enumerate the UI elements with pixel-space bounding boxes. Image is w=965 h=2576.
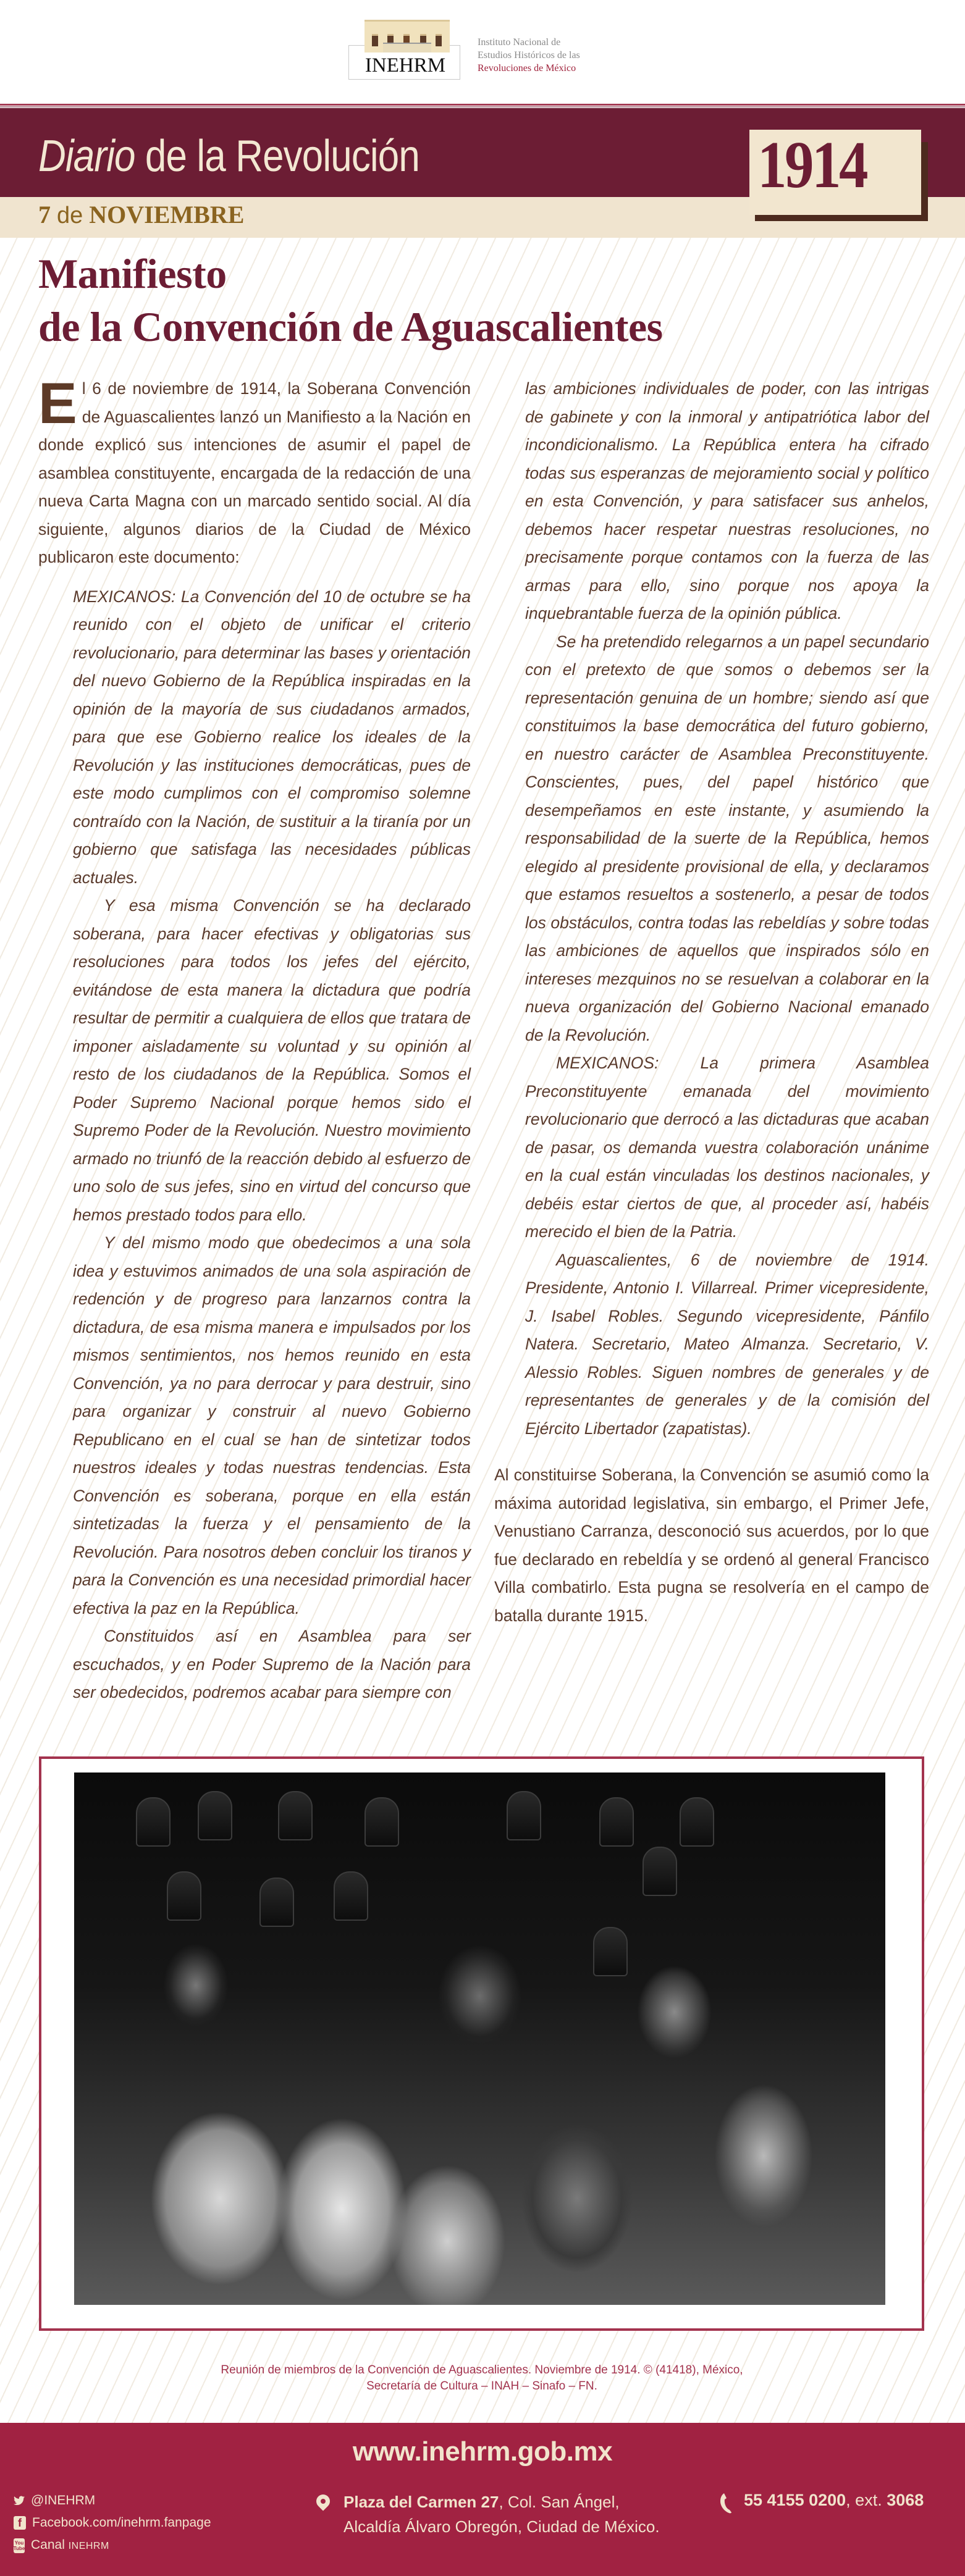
institute-name-line1: Instituto Nacional de	[478, 37, 561, 48]
divider	[0, 106, 965, 107]
phone-icon	[719, 2492, 735, 2519]
quote-paragraph: Se ha pretendido relegarnos a un papel secundario con el pretexto de que somos o debemos ser la representación genuina de un hombre; siendo así que constituimos la base democrática del futuro gobierno, en nuestro carácter de Asamblea Preconstituyente. Conscientes, pues, del papel histórico que desempeñamos en este instante, y asumiendo la responsabilidad de la suerte de la República, hemos elegido al presidente provisional de ella, y declaramos que estamos resueltos a sostenerlo, a pesar de todos los obstáculos, contra todas las rebeldías y sobre todas las ambiciones de aquellos que inspirados sólo en intereses mezquinos no se resuelvan a colaborar en la nueva organización del Gobierno Nacional emanado de la Revolución.	[525, 632, 929, 1044]
date-day: 7	[38, 201, 51, 229]
youtube-prefix: Canal	[31, 2538, 69, 2552]
series-title-rest: de la Revolución	[135, 132, 419, 181]
phone-main: 55 4155 0200	[744, 2491, 846, 2509]
page-title-line1: Manifiesto	[38, 250, 227, 297]
series-title-italic: Diario	[38, 132, 135, 181]
quote-paragraph: MEXICANOS: La primera Asamblea Preconstituyente emanada del movimiento revolucionario que derrocó a las dictaduras que acaban de pasar, os demanda vuestra colaboración unánime en la cual están vinculadas los destinos nacionales, y debéis estar ciertos de que, al proceder así, habéis merecido el bien de la Patria.	[525, 1054, 929, 1241]
page-title-line2: de la Convención de Aguascalientes	[38, 303, 663, 350]
quote-paragraph: Y esa misma Convención se ha declarado soberana, para hacer efectivas y obligatorias sus resoluciones para todos los jefes del ejército, evitándose de esta manera la dictadura que podría resultar de permitir a cualquiera de ellos que tratara de imponer aisladamente su voluntad y su opinión al resto de los ciudadanos de la República. Somos el Poder Supremo Nacional porque hemos sido el Supremo Poder de la Revolución. Nuestro movimiento armado no triunfó de la reacción debido al esfuerzo de uno solo de sus jefes, sino en virtud del concurso que hemos prestado todos para ello.	[73, 896, 471, 1224]
drop-cap: E	[38, 371, 77, 435]
quote-paragraph: Aguascalientes, 6 de noviembre de 1914. Presidente, Antonio I. Villarreal. Primer vicepresidente, J. Isabel Robles. Segundo vicepresidente, Pánfilo Natera. Secretario, Mateo Almanza. Secretario, V. Alessio Robles. Siguen nombres de generales y de representantes de generales y de la comisión del Ejército Libertador (zapatistas).	[525, 1250, 929, 1438]
article-outro: Al constituirse Soberana, la Convención se asumió como la máxima autoridad legislativa, sin embargo, el Primer Jefe, Venustiano Carranza, desconoció sus acuerdos, por lo que fue declarado en rebeldía y se ordenó al general Francisco Villa combatirlo. Esta pugna se resolvería en el campo de batalla durante 1915.	[494, 1466, 929, 1625]
logo-wordmark[interactable]: INEHRM	[365, 54, 446, 77]
twitter-icon	[14, 2494, 25, 2507]
article-intro-text: l 6 de noviembre de 1914, la Soberana Convención de Aguascalientes lanzó un Manifiesto a la Nación en donde explicó sus intenciones de asumir el papel de asamblea constituyente, encargada de la redacción de una nueva Carta Magna con un marcado sentido social. Al día siguiente, algunos diarios de la Ciudad de México publicaron este documento:	[38, 379, 471, 566]
year-label: 1914	[757, 128, 866, 202]
series-title	[38, 131, 419, 182]
divider	[0, 104, 965, 106]
twitter-handle: @INEHRM	[31, 2493, 96, 2507]
location-pin-icon	[313, 2491, 332, 2511]
page-title	[38, 247, 663, 353]
historical-photo[interactable]	[74, 1773, 885, 2305]
youtube-channel	[31, 2534, 109, 2557]
address-city: Alcaldía Álvaro Obregón, Ciudad de México.	[343, 2517, 660, 2536]
phone-number[interactable]	[744, 2491, 924, 2510]
photo-caption	[124, 2362, 840, 2394]
youtube-name: INEHRM	[68, 2541, 109, 2551]
phone-ext-label: , ext.	[846, 2491, 887, 2509]
quote-paragraph: Constituidos así en Asamblea para ser escuchados, y en Poder Supremo de la Nación para ser obedecidos, podremos acabar para siempre con	[73, 1627, 471, 1701]
institute-name	[478, 36, 580, 75]
article-intro	[38, 371, 471, 572]
phone-ext: 3068	[887, 2491, 924, 2509]
quote-paragraph: Y del mismo modo que obedecimos a una sola idea y estuvimos animados de una sola aspiración de redención y de progreso para lanzarnos contra la dictadura, de esa misma manera e impulsados por los mismos sentimientos, nos hemos reunido en esta Convención, ya no para derrocar y para destruir, sino para organizar y construir al nuevo Gobierno Republicano en el cual se han de sintetizar todos nuestros ideales y todas nuestras tendencias. Esta Convención es soberana, porque en ella están sintetizadas la fuerza y el pensamiento de la Revolución. Para nosotros deben concluir los tiranos y para la Convención es una necesidad primordial hacer efectiva la paz en la República.	[73, 1233, 471, 1617]
website-link[interactable]: www.inehrm.gob.mx	[352, 2436, 613, 2467]
manifesto-quote-right	[525, 375, 929, 1443]
date-month: NOVIEMBRE	[89, 201, 245, 229]
photo-caption-line1: Reunión de miembros de la Convención de Aguascalientes. Noviembre de 1914. © (41418), México,	[221, 2364, 743, 2377]
address-street: Plaza del Carmen 27	[343, 2493, 499, 2511]
institute-name-line2: Estudios Históricos de las	[478, 50, 580, 61]
manifesto-quote-left	[38, 583, 471, 1707]
article-column-right	[494, 375, 929, 1630]
date-label	[38, 200, 244, 229]
facebook-link[interactable]	[14, 2512, 211, 2534]
youtube-link[interactable]	[14, 2534, 211, 2557]
institute-name-line3: Revoluciones de México	[478, 63, 576, 73]
photo-caption-line2: Secretaría de Cultura – INAH – Sinafo – FN.	[366, 2380, 597, 2393]
address	[343, 2490, 660, 2539]
logo-building-icon	[365, 20, 450, 52]
social-links	[14, 2490, 211, 2557]
youtube-icon: You Tube	[14, 2538, 25, 2553]
facebook-url: Facebook.com/inehrm.fanpage	[32, 2515, 211, 2530]
quote-paragraph: MEXICANOS: La Convención del 10 de octubre se ha reunido con el objeto de unificar el criterio revolucionario, para determinar las bases y orientación del nuevo Gobierno de la República inspiradas en la opinión de la mayoría de sus ciudadanos armados, para que ese Gobierno realice los ideales de la Revolución y las instituciones democráticas, pues de este modo cumplimos con el compromiso solemne contraído con la Nación, de sustituir a la tiranía por un gobierno que satisfaga las necesidades públicas actuales.	[73, 587, 471, 887]
article-column-left	[38, 371, 471, 1707]
address-colonia: , Col. San Ángel,	[499, 2493, 620, 2511]
quote-paragraph: las ambiciones individuales de poder, con las intrigas de gabinete y con la inmoral y antipatriótica labor del incondicionalismo. La República entera ha cifrado todas sus esperanzas de mejoramiento social y político en esta Convención, y para satisfacer sus anhelos, debemos hacer respetar nuestras resoluciones, no precisamente porque contamos con la fuerza de las armas para ello, sino porque nos apoya la inquebrantable fuerza de la opinión pública.	[525, 379, 929, 623]
footer	[0, 2423, 965, 2576]
date-de: de	[57, 203, 83, 229]
facebook-icon: f	[14, 2516, 26, 2530]
twitter-link[interactable]	[14, 2490, 211, 2512]
